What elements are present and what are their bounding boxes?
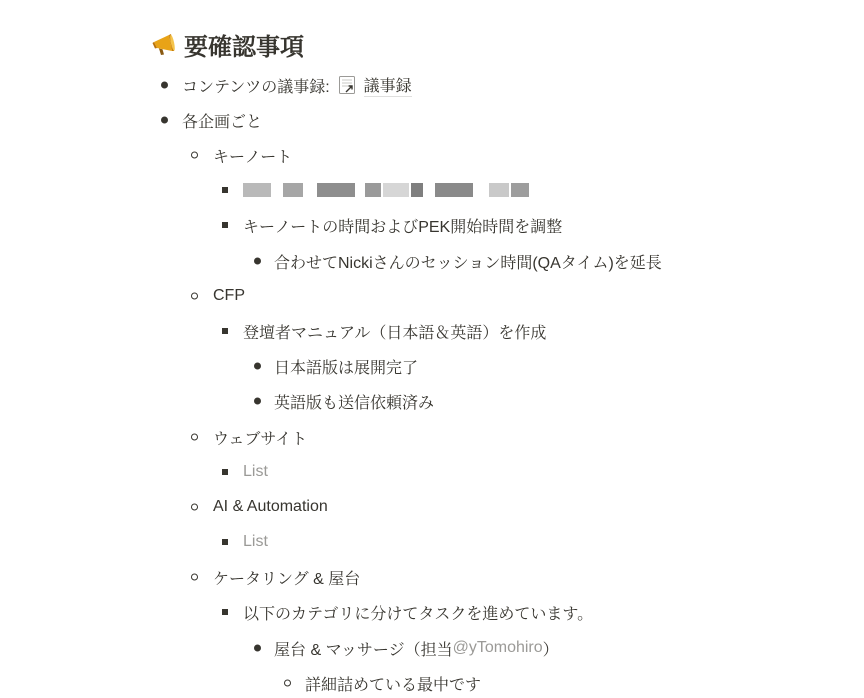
bullet-disc — [161, 117, 168, 124]
list-item-cfp-japanese — [274, 351, 418, 381]
bullet-square — [222, 539, 228, 545]
bullet-disc — [254, 258, 261, 265]
bullet-circle — [191, 434, 198, 441]
bullet-disc — [161, 82, 168, 89]
bullet-circle — [191, 293, 198, 300]
list-item-per-project — [182, 105, 262, 135]
bullet-disc — [254, 398, 261, 405]
ai-label: AI & Automation — [213, 498, 328, 515]
list-item-keynote-nicki — [274, 246, 662, 276]
catering-detail-label: 詳細詰めている最中です — [305, 676, 482, 694]
bullet-circle — [284, 680, 291, 687]
minutes-link-label: 議事録 — [364, 73, 412, 97]
list-item-catering — [213, 562, 360, 592]
list-item-cfp-manual — [243, 316, 546, 346]
list-item-keynote — [213, 140, 292, 170]
list-item-ai-list — [243, 527, 268, 557]
list-item-redacted — [243, 175, 529, 205]
redacted-text — [243, 181, 529, 199]
user-mention[interactable]: @yTomohiro — [452, 639, 543, 656]
list-item-website — [213, 422, 307, 452]
list-item-cfp — [213, 281, 245, 311]
minutes-label: コンテンツの議事録: — [182, 78, 330, 96]
bullet-square — [222, 187, 228, 193]
bullet-square — [222, 222, 228, 228]
list-item-catering-stall — [274, 633, 559, 663]
bullet-square — [222, 609, 228, 615]
list-item-cfp-english — [274, 386, 434, 416]
keynote-adjust-label: キーノートの時間およびPEK開始時間を調整 — [243, 218, 563, 236]
list-item-ai — [213, 492, 328, 522]
per-project-label: 各企画ごと — [182, 113, 263, 131]
catering-stall-prefix: 屋台 & マッサージ（担当 — [274, 641, 453, 659]
cfp-manual-label: 登壇者マニュアル（日本語＆英語）を作成 — [243, 324, 547, 342]
cfp-japanese-label: 日本語版は展開完了 — [274, 359, 419, 377]
bullet-disc — [254, 363, 261, 370]
bullet-circle — [191, 152, 198, 159]
bullet-circle — [191, 504, 198, 511]
catering-label: ケータリング & 屋台 — [213, 570, 361, 588]
bullet-square — [222, 469, 228, 475]
section-heading — [150, 26, 304, 62]
list-item-catering-detail — [305, 668, 481, 698]
website-label: ウェブサイト — [213, 430, 308, 448]
list-item-minutes — [182, 70, 412, 100]
megaphone-icon — [150, 29, 180, 59]
website-list-placeholder[interactable]: List — [243, 463, 268, 480]
heading-title: 要確認事項 — [184, 33, 304, 61]
cfp-english-label: 英語版も送信依頼済み — [274, 394, 435, 412]
list-item-website-list — [243, 457, 268, 487]
list-item-keynote-adjust — [243, 210, 562, 240]
bullet-square — [222, 328, 228, 334]
catering-tasks-label: 以下のカテゴリに分けてタスクを進めています。 — [243, 605, 594, 623]
cfp-label: CFP — [213, 287, 245, 304]
document-link-icon — [338, 75, 356, 95]
bullet-disc — [254, 645, 261, 652]
catering-stall-suffix: ） — [542, 641, 559, 659]
bullet-circle — [191, 574, 198, 581]
keynote-label: キーノート — [213, 148, 293, 166]
ai-list-placeholder[interactable]: List — [243, 533, 268, 550]
minutes-page-link[interactable] — [338, 73, 412, 97]
list-item-catering-tasks — [243, 597, 593, 627]
keynote-nicki-label: 合わせてNickiさんのセッション時間(QAタイム)を延長 — [274, 254, 662, 272]
